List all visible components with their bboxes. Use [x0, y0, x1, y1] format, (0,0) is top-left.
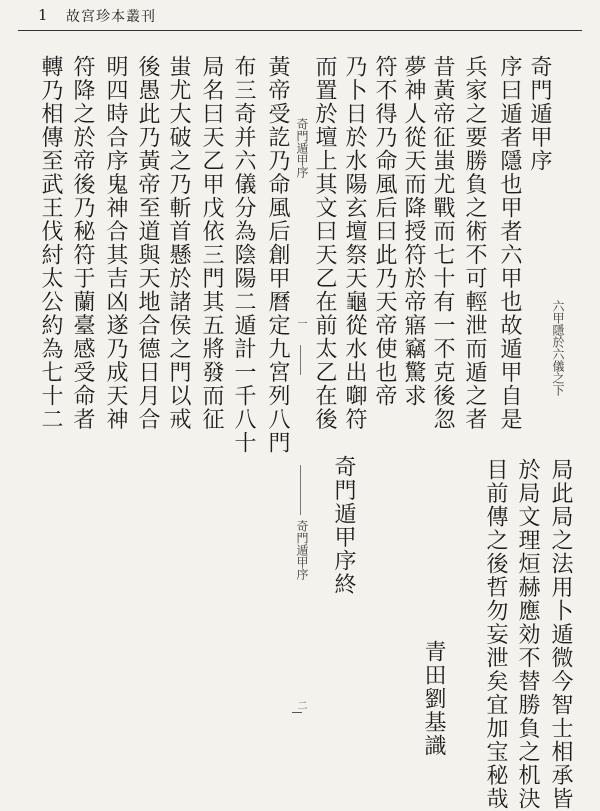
- text-column: 蚩尤大破之乃斬首懸於諸侯之門以戒: [166, 55, 191, 431]
- title-column: 奇門遁甲序: [527, 55, 552, 173]
- margin-rule: [300, 345, 301, 375]
- page-number: 1: [38, 6, 48, 24]
- text-column: 黃帝受訖乃命風后創甲曆定九宮列八門: [265, 55, 290, 455]
- margin-mark: 二: [295, 700, 306, 710]
- margin-mark: 一: [295, 318, 306, 328]
- text-column: 後愚此乃黃帝至道與天地合德日月合: [135, 55, 160, 431]
- text-column: 局此局之法用卜遁微今智士相承皆: [548, 458, 573, 811]
- margin-label: 奇門遁甲序: [295, 520, 309, 580]
- text-column: 符降之於帝後乃秘符于蘭臺感受命者: [70, 55, 95, 431]
- page-header: [0, 0, 600, 42]
- text-column: 轉乃相傳至武王伐紂太公約為七十二: [38, 55, 63, 431]
- text-column: 而置於壇上其文曰天乙在前太乙在後: [312, 55, 337, 431]
- text-column: 夢神人從天而降授符於帝寤竊驚求: [401, 55, 426, 408]
- text-column: 乃卜日於水陽玄壇祭天龜從水出啣符: [342, 55, 367, 431]
- signature: 青田劉基識: [421, 640, 446, 758]
- closing-title: 奇門遁甲序終: [331, 455, 356, 596]
- text-column: 序曰遁者隱也甲者六甲也故遁甲自是: [497, 55, 522, 431]
- text-column: 符不得乃命風后曰此乃天帝使也帝: [372, 55, 397, 408]
- text-column: 昔黃帝征蚩尤戰而七十有一不克後忽: [430, 55, 455, 431]
- text-column: 目前傳之後哲勿妄泄矣宜加宝秘哉: [483, 458, 508, 811]
- margin-rule: [300, 465, 301, 515]
- interlinear-gloss: 六甲隱於六儀之下: [551, 300, 565, 396]
- header-rule: [18, 30, 582, 31]
- text-column: 兵家之要勝負之術不可輕泄而遁之者: [462, 55, 487, 431]
- text-column: 於局文理烜赫應効不替勝負之机決: [515, 458, 540, 811]
- margin-label: 奇門遁甲序: [295, 118, 309, 178]
- margin-tick: [292, 712, 302, 713]
- text-column: 局名曰天乙甲戊依三門其五將發而征: [199, 55, 224, 431]
- text-column: 明四時合序鬼神合其吉凶遂乃成天神: [103, 55, 128, 431]
- text-column: 布三奇并六儀分為陰陽二遁計一千八十: [231, 55, 256, 455]
- series-title: 故宮珍本叢刊: [66, 9, 156, 25]
